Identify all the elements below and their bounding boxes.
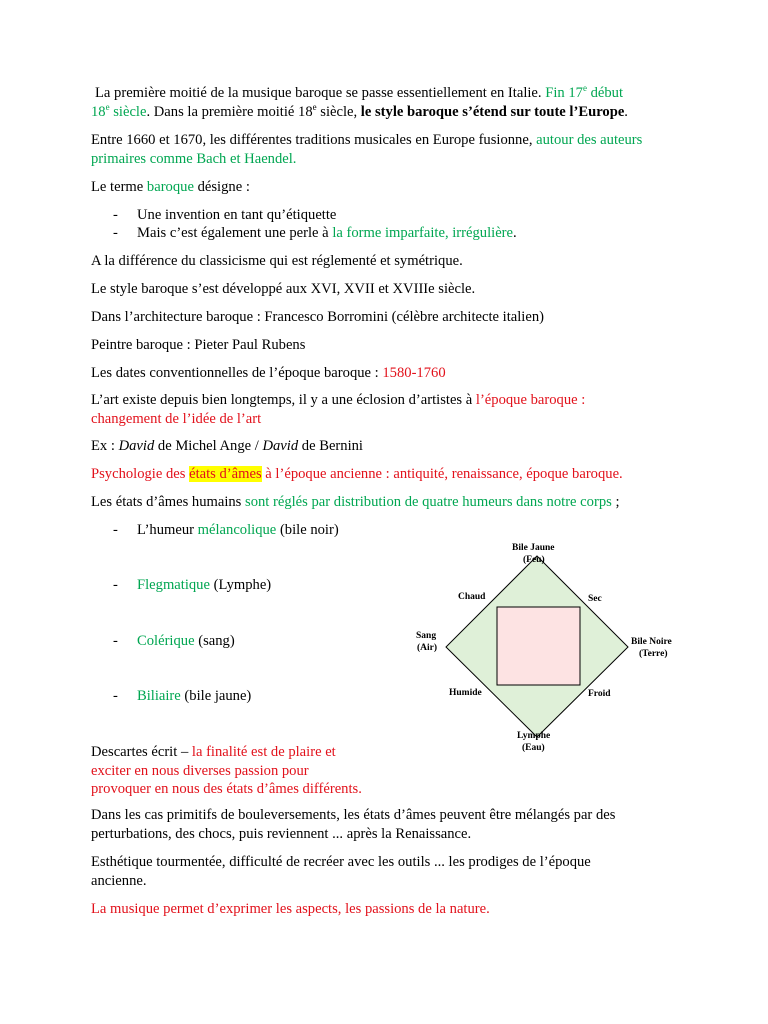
paragraph-conclusion: La musique permet d’exprimer les aspects, les passions de la nature.: [91, 901, 490, 917]
paragraph-peintre: Peintre baroque : Pieter Paul Rubens: [91, 337, 306, 353]
diagram-label-sec: Sec: [588, 594, 602, 604]
diagram-label-eau: (Eau): [522, 743, 545, 753]
diagram-label-sang: Sang: [416, 631, 437, 641]
paragraph-esthetique-line-2: ancienne.: [91, 873, 147, 889]
paragraph-art-line-2: changement de l’idée de l’art: [91, 411, 262, 427]
paragraph-3: Le terme baroque désigne :: [91, 179, 250, 195]
paragraph-architecture: Dans l’architecture baroque : Francesco Borromini (célèbre architecte italien): [91, 309, 544, 325]
diagram-label-humide: Humide: [449, 688, 482, 698]
paragraph-1-line-1: La première moitié de la musique baroque se passe essentiellement en Italie. Fin 17e début: [95, 83, 624, 101]
paragraph-classicisme: A la différence du classicisme qui est réglementé et symétrique.: [91, 253, 463, 269]
paragraph-dates: Les dates conventionnelles de l’époque baroque : 1580-1760: [91, 365, 446, 381]
paragraph-exemple: Ex : David de Michel Ange / David de Bernini: [91, 438, 363, 454]
paragraph-primitifs-line-2: perturbations, des chocs, puis reviennent ... après la Renaissance.: [91, 826, 472, 842]
diagram-label-bile-jaune: Bile Jaune: [512, 543, 555, 553]
diagram-label-terre: (Terre): [639, 649, 668, 659]
diagram-label-chaud: Chaud: [458, 592, 486, 602]
humours-diagram: [405, 535, 705, 760]
paragraph-2-line-2: primaires comme Bach et Haendel.: [91, 151, 297, 167]
diagram-label-bile-noire: Bile Noire: [631, 637, 672, 647]
diagram-label-froid: Froid: [588, 689, 611, 699]
paragraph-primitifs-line-1: Dans les cas primitifs de bouleversements, les états d’âmes peuvent être mélangés par des: [91, 807, 616, 823]
paragraph-art-line-1: L’art existe depuis bien longtemps, il y a une éclosion d’artistes à l’époque baroque :: [91, 392, 586, 408]
diagram-label-lymphe: Lymphe: [517, 731, 551, 741]
paragraph-1-line-2: 18e siècle. Dans la première moitié 18e siècle, le style baroque s’étend sur toute l’Europe.: [91, 102, 628, 120]
paragraph-esthetique-line-1: Esthétique tourmentée, difficulté de recréer avec les outils ... les prodiges de l’époque: [91, 854, 591, 870]
paragraph-descartes-line-2: exciter en nous diverses passion pour: [91, 763, 309, 779]
paragraph-etats-ames: Les états d’âmes humains sont réglés par distribution de quatre humeurs dans notre corps ;: [91, 494, 620, 510]
paragraph-siecles: Le style baroque s’est développé aux XVI, XVII et XVIIIe siècle.: [91, 281, 476, 297]
paragraph-descartes-line-1: Descartes écrit – la finalité est de plaire et: [91, 744, 336, 760]
diagram-square: [497, 607, 580, 685]
diagram-label-feu: (Feu): [523, 555, 545, 565]
paragraph-descartes-line-3: provoquer en nous des états d’âmes différents.: [91, 781, 362, 797]
paragraph-psychologie: Psychologie des états d’âmes à l’époque ancienne : antiquité, renaissance, époque baroque.: [91, 466, 623, 482]
diagram-label-air: (Air): [417, 643, 438, 653]
paragraph-2-line-1: Entre 1660 et 1670, les différentes traditions musicales en Europe fusionne, autour des auteurs: [91, 132, 643, 148]
